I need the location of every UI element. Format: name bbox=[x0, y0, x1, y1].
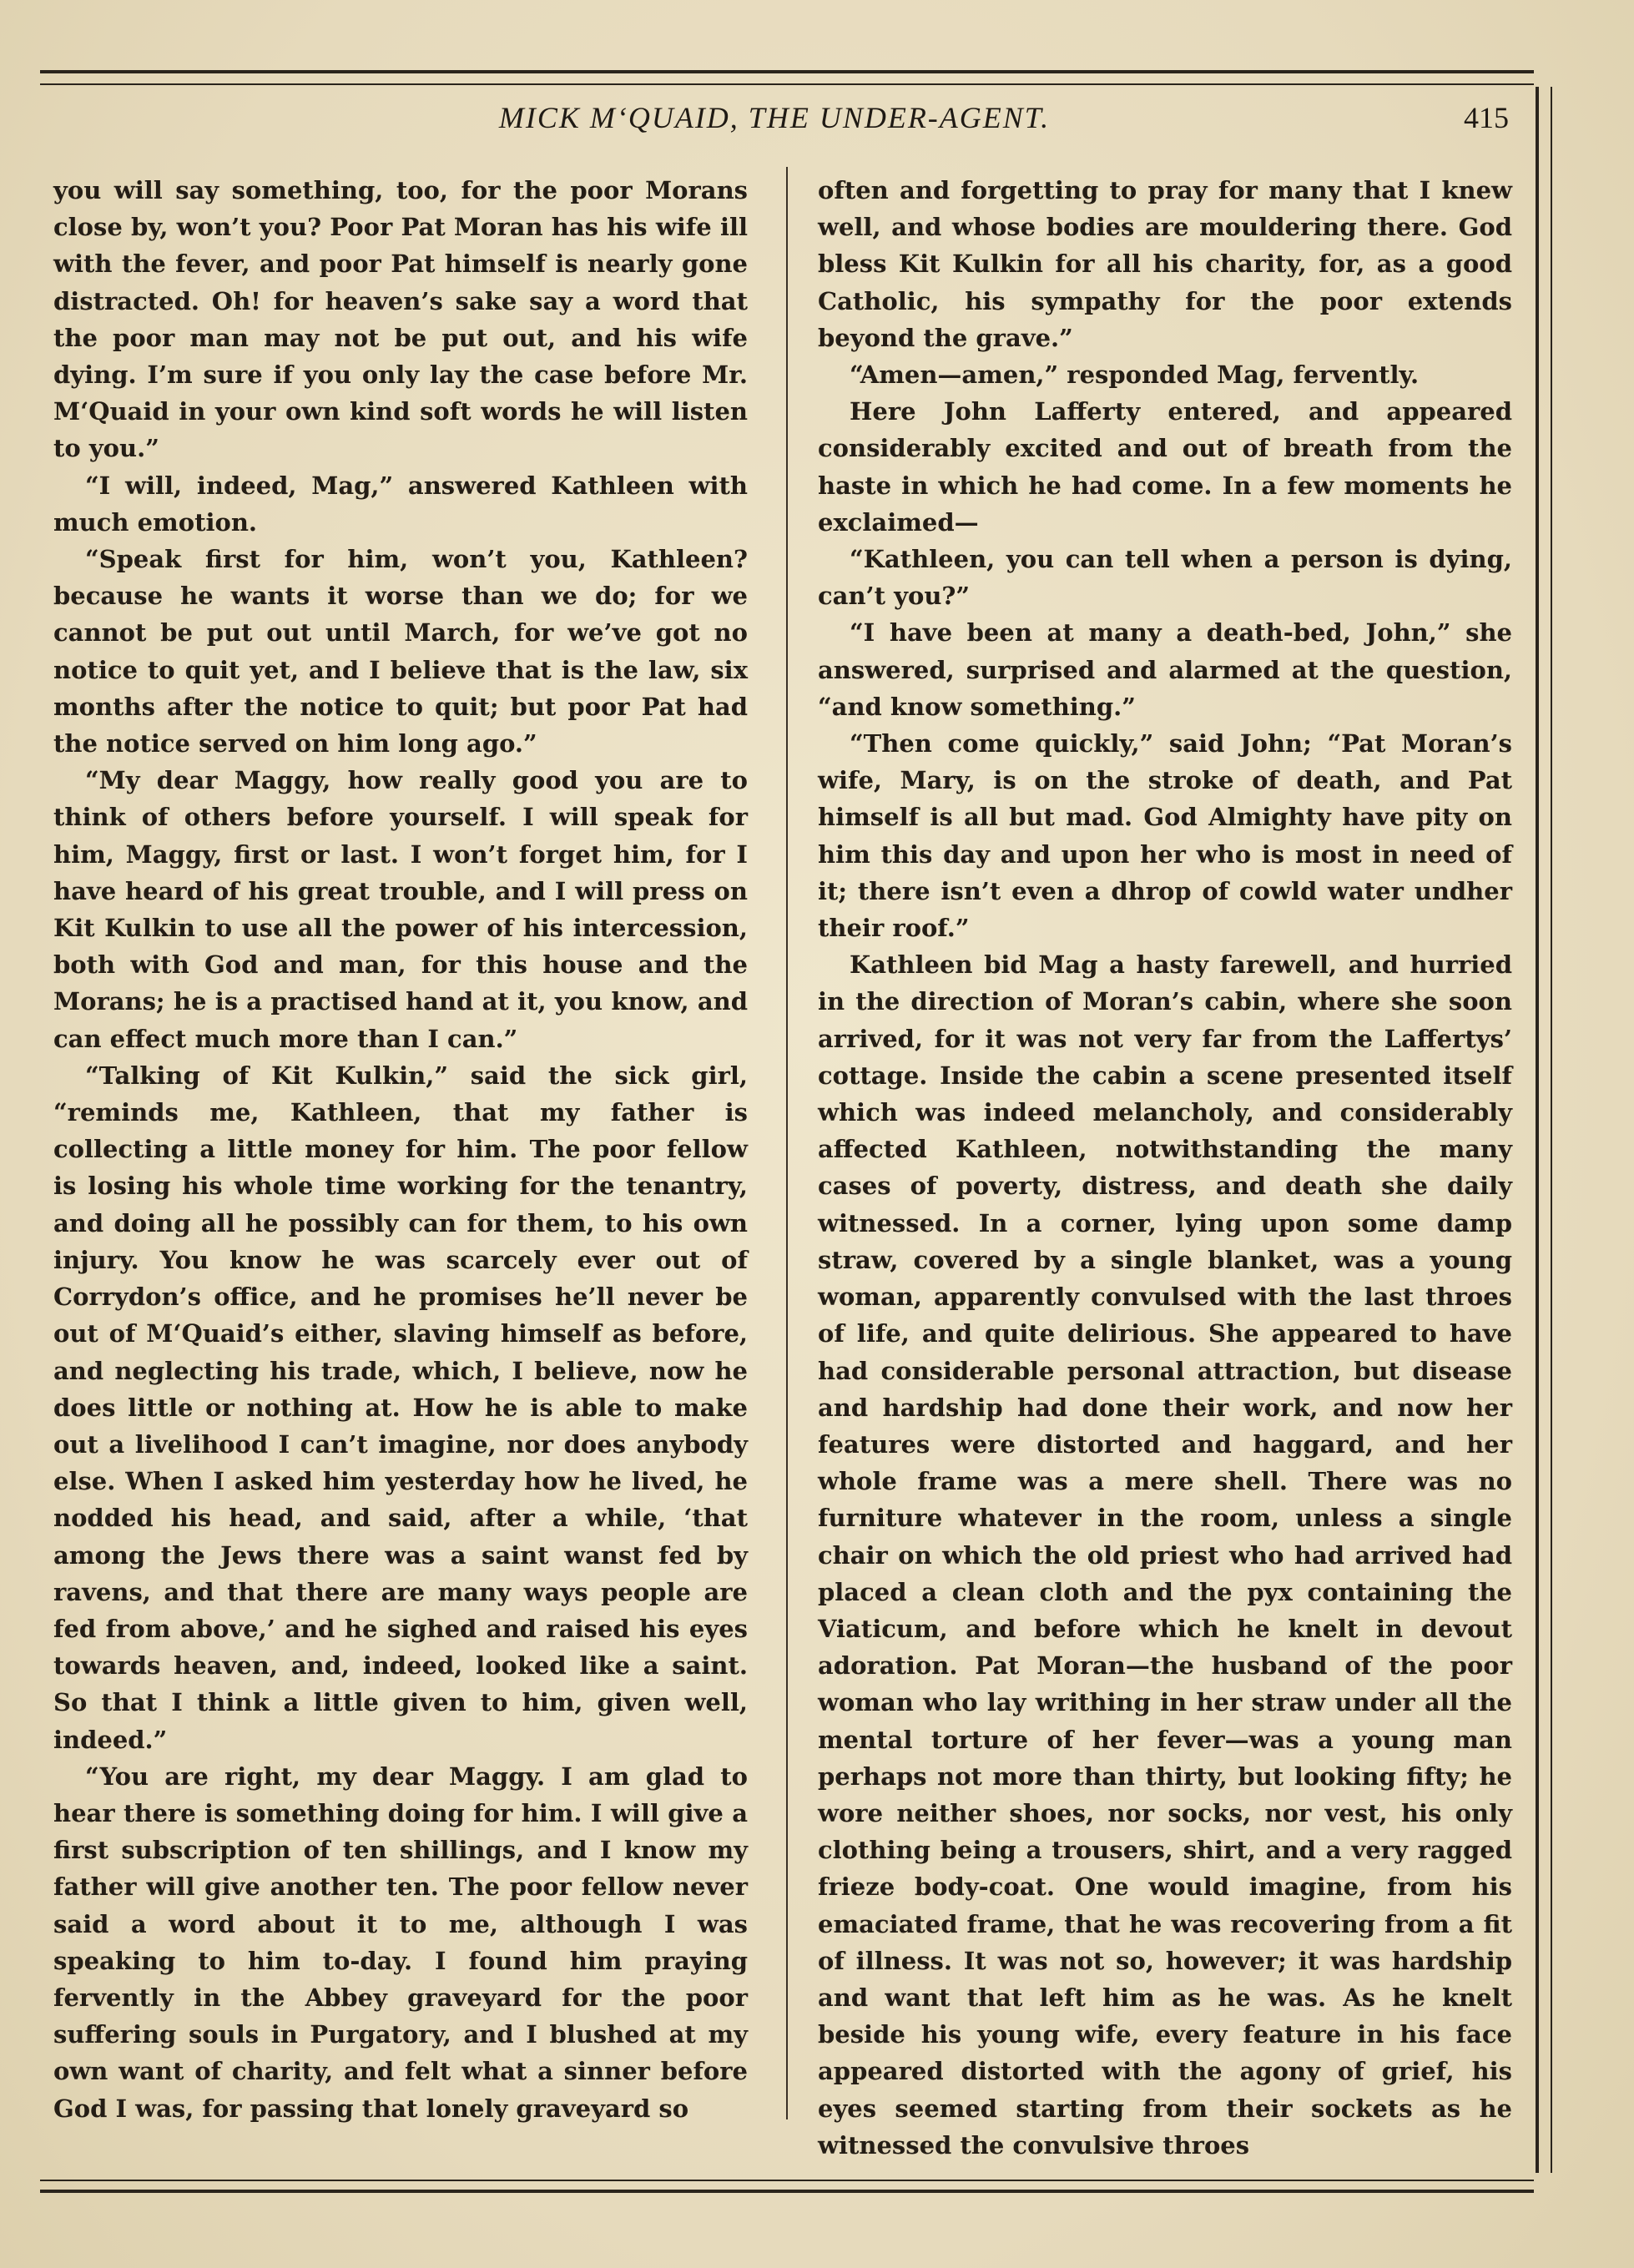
left-column bbox=[53, 172, 748, 2127]
page-header bbox=[40, 100, 1509, 150]
running-title: MICK M‘QUAID, THE UNDER-AGENT. bbox=[498, 101, 1051, 134]
paragraph: “You are right, my dear Maggy. I am glad to hear there is something doing for him. I will give a first subscription of ten shillings, and I know my father will give another ten. The poor fellow never said a word about it to me, although I was speaking to him to-day. I found him praying fervently in the Abbey graveyard for the poor suffering souls in Purgatory, and I blushed at my own want of charity, and felt what a sinner before God I was, for passing that lonely graveyard so bbox=[53, 1761, 748, 2123]
top-rule bbox=[40, 70, 1534, 85]
bottom-rule bbox=[40, 2180, 1534, 2193]
paragraph: “I will, indeed, Mag,” answered Kathleen with much emotion. bbox=[53, 471, 748, 537]
paragraph: “My dear Maggy, how really good you are to think of others before yourself. I will speak for him, Maggy, first or last. I won’t forget him, for I have heard of his great trouble, and I will press on Kit Kulkin to use all the power of his intercession, both with God and man, for this house and the Morans; he is a practised hand at it, you know, and can effect much more than I can.” bbox=[53, 766, 748, 1053]
page-number: 415 bbox=[1464, 101, 1509, 134]
right-frame-rule bbox=[1536, 87, 1552, 2173]
paragraph: “Amen—amen,” responded Mag, fervently. bbox=[850, 360, 1420, 390]
paragraph: Here John Lafferty entered, and appeared considerably excited and out of breath from the haste in which he had come. In a few moments he exclaimed— bbox=[818, 397, 1512, 537]
paragraph: “Kathleen, you can tell when a person is dying, can’t you?” bbox=[818, 545, 1512, 611]
right-column bbox=[818, 172, 1512, 2164]
paragraph: “I have been at many a death-bed, John,” she answered, surprised and alarmed at the question, “and know something.” bbox=[818, 618, 1512, 721]
column-divider bbox=[786, 167, 788, 2119]
paragraph: “Talking of Kit Kulkin,” said the sick girl, “reminds me, Kathleen, that my father is collecting a little money for him. The poor fellow is losing his whole time working for the tenantry, and doing all he possibly can for them, to his own injury. You know he was scarcely ever out of Corrydon’s office, and he promises he’ll never be out of M‘Quaid’s either, slaving himself as before, and neglecting his trade, which, I believe, now he does little or nothing at. How he is able to make out a livelihood I can’t imagine, nor does anybody else. When I asked him yesterday how he lived, he nodded his head, and said, after a while, ‘that among the Jews there was a saint wanst fed by ravens, and that there are many ways people are fed from above,’ and he sighed and raised his eyes towards heaven, and, indeed, looked like a saint. So that I think a little given to him, given well, indeed.” bbox=[53, 1061, 748, 1754]
paragraph: “Then come quickly,” said John; “Pat Moran’s wife, Mary, is on the stroke of death, and Pat himself is all but mad. God Almighty have pity on him this day and upon her who is most in need of it; there isn’t even a dhrop of cowld water undher their roof.” bbox=[818, 729, 1512, 943]
paragraph: “Speak first for him, won’t you, Kathleen? because he wants it worse than we do; for we cannot be put out until March, for we’ve got no notice to quit yet, and I believe that is the law, six months after the notice to quit; but poor Pat had the notice served on him long ago.” bbox=[53, 545, 748, 759]
paragraph: you will say something, too, for the poor Morans close by, won’t you? Poor Pat Moran has his wife ill with the fever, and poor Pat himself is nearly gone distracted. Oh! for heaven’s sake say a word that the poor man may not be put out, and his wife dying. I’m sure if you only lay the case before Mr. M‘Quaid in your own kind soft words he will listen to you.” bbox=[53, 176, 748, 463]
paragraph: often and forgetting to pray for many that I knew well, and whose bodies are mouldering there. God bless Kit Kulkin for all his charity, for, as a good Catholic, his sympathy for the poor extends beyond the grave.” bbox=[818, 176, 1512, 352]
paragraph: Kathleen bid Mag a hasty farewell, and hurried in the direction of Moran’s cabin, where she soon arrived, for it was not very far from the Laffertys’ cottage. Inside the cabin a scene presented itself which was indeed melancholy, and considerably affected Kathleen, notwithstanding the many cases of poverty, distress, and death she daily witnessed. In a corner, lying upon some damp straw, covered by a single blanket, was a young woman, apparently convulsed with the last throes of life, and quite delirious. She appeared to have had considerable personal attraction, but disease and hardship had done their work, and now her features were distorted and haggard, and her whole frame was a mere shell. There was no furniture whatever in the room, unless a single chair on which the old priest who had arrived had placed a clean cloth and the pyx containing the Viaticum, and before which he knelt in devout adoration. Pat Moran—the husband of the poor woman who lay writhing in her straw under all the mental torture of her fever—was a young man perhaps not more than thirty, but looking fifty; he wore neither shoes, nor socks, nor vest, his only clothing being a trousers, shirt, and a very ragged frieze body-coat. One would imagine, from his emaciated frame, that he was recovering from a fit of illness. It was not so, however; it was hardship and want that left him as he was. As he knelt beside his young wife, every feature in his face appeared distorted with the agony of grief, his eyes seemed starting from their sockets as he witnessed the convulsive throes bbox=[818, 950, 1512, 2160]
